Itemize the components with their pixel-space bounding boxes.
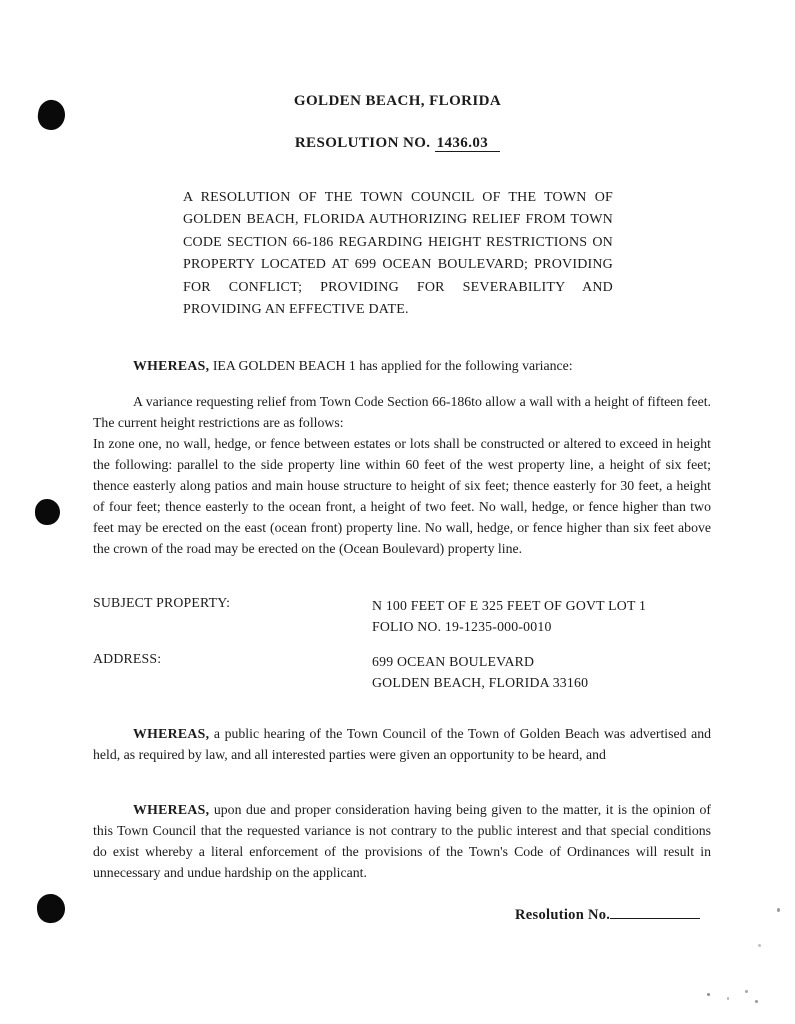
scan-speck <box>707 993 710 996</box>
resolution-number-label: RESOLUTION NO. <box>294 135 431 151</box>
whereas-lead: WHEREAS, <box>133 358 210 373</box>
address-line2: GOLDEN BEACH, FLORIDA 33160 <box>372 675 589 690</box>
address-line1: 699 OCEAN BOULEVARD <box>372 654 535 669</box>
footer-resolution-no-label: Resolution No. <box>515 907 611 923</box>
scan-speck <box>755 1000 758 1003</box>
address-value <box>372 651 588 693</box>
whereas-applied-paragraph <box>93 355 711 376</box>
whereas-hearing-paragraph <box>93 723 711 765</box>
footer-resolution-no <box>515 904 700 924</box>
scan-speck <box>745 990 748 993</box>
subject-property-value <box>372 595 646 637</box>
resolution-summary-block: A RESOLUTION OF THE TOWN COUNCIL OF THE TOWN OF GOLDEN BEACH, FLORIDA AUTHORIZING RELIEF FROM TOWN CODE SECTION 66-186 REGARDING HEIGHT RESTRICTIONS ON PROPERTY LOCATED AT 699 OCEAN BOULEVARD; PROVIDING FOR CONFLICT; PROVIDING FOR SEVERABILITY AND PROVIDING AN EFFECTIVE DATE. <box>183 190 613 318</box>
scan-speck <box>727 997 729 1000</box>
resolution-no-blank-line <box>610 904 700 919</box>
subject-property-line2: FOLIO NO. 19-1235-000-0010 <box>372 619 552 634</box>
whereas-text: upon due and proper consideration having being given to the matter, it is the opinion of this Town Council that the requested variance is not contrary to the public interest and that special conditions do exist whereby a literal enforcement of the provisions of the Town's Code of Ordinances will result in unnecessary and undue hardship on the applicant. <box>93 802 711 880</box>
address-label: ADDRESS: <box>93 651 162 666</box>
whereas-consideration-paragraph <box>93 799 711 883</box>
whereas-text: a public hearing of the Town Council of the Town of Golden Beach was advertised and held, as required by law, and all interested parties were given an opportunity to be heard, and <box>93 726 711 762</box>
variance-intro-paragraph: A variance requesting relief from Town Code Section 66-186to allow a wall with a height of fifteen feet. The current height restrictions are as follows: <box>93 394 711 430</box>
whereas-lead: WHEREAS, <box>133 726 210 741</box>
whereas-text: IEA GOLDEN BEACH 1 has applied for the following variance: <box>209 358 573 373</box>
scan-speck <box>777 908 780 912</box>
resolution-number-value: 1436.03 <box>435 135 501 152</box>
variance-description-block <box>93 391 711 559</box>
resolution-number-heading <box>0 135 795 152</box>
scan-speck <box>758 944 761 947</box>
document-title: GOLDEN BEACH, FLORIDA <box>293 93 502 109</box>
punch-hole-mark-bottom <box>36 893 67 925</box>
subject-property-label: SUBJECT PROPERTY: <box>93 595 231 610</box>
whereas-lead: WHEREAS, <box>133 802 210 817</box>
variance-detail-paragraph: In zone one, no wall, hedge, or fence between estates or lots shall be constructed or altered to exceed in height the following: parallel to the side property line within 60 feet of the west property line, a height of six feet; thence easterly along patios and main house structure to height of six feet; thence easterly for 30 feet, a height of four feet; thence easterly to the ocean front, a height of two feet. No wall, hedge, or fence higher than two feet may be erected on the east (ocean front) property line. No wall, hedge, or fence higher than six feet above the crown of the road may be erected on the (Ocean Boulevard) property line. <box>93 436 711 556</box>
subject-property-line1: N 100 FEET OF E 325 FEET OF GOVT LOT 1 <box>372 598 647 613</box>
punch-hole-mark-middle <box>35 499 60 525</box>
